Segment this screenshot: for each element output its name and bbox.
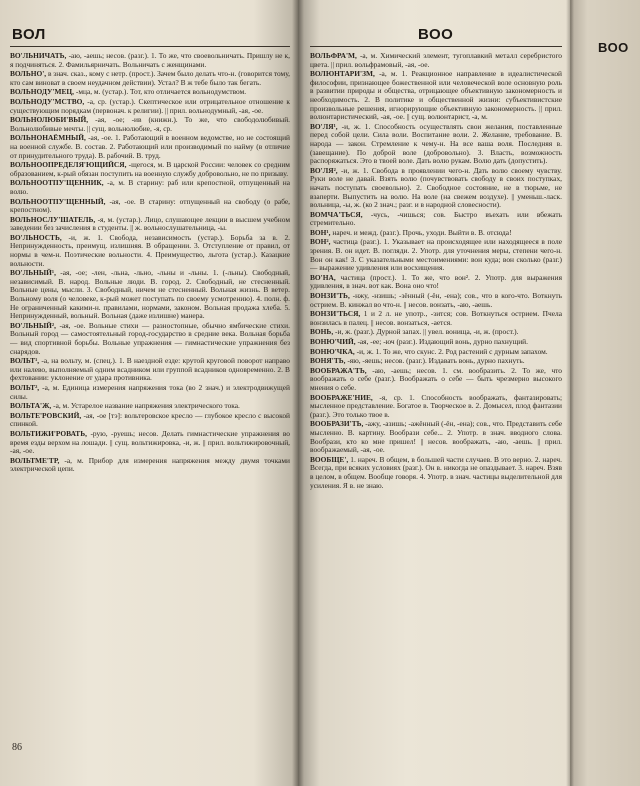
dictionary-entry (10, 412, 290, 429)
entry-headword: ВО'ЛЬНИЧАТЬ, (10, 52, 67, 60)
dictionary-entry (10, 322, 290, 356)
entry-definition: -а, на вольту, м. (спец.). 1. В наездной езде: крутой круговой поворот направо или налево, выполняемый одним всадником или группой всадников одновременно. 2. В фехтовании: уклонение от удара противника. (10, 356, 290, 383)
dictionary-entry (310, 310, 562, 327)
dictionary-entry (310, 367, 562, 393)
entry-headword: ВОЛЬТИЖИ'РОВАТЬ, (10, 428, 87, 438)
left-head-rule (10, 46, 290, 47)
entry-headword: ВОЛЬНОЛЮБИ'ВЫЙ, (10, 115, 89, 125)
entry-headword: ВОЛЬФРА'М, (310, 52, 357, 60)
entry-headword: ВОЛЬТ², (10, 382, 40, 392)
dictionary-entry (310, 328, 562, 337)
entry-headword: ВОЛЬНОДУ'МСТВО, (10, 96, 85, 106)
dictionary-entry (310, 70, 562, 122)
dictionary-entry (10, 430, 290, 456)
entry-definition: -а, м. 1. Реакционное направление в идеалистической философии, признающее божественной или человеческой воле основную роль в развитии природы и общества, отрицающее объективную закономерность и необходимость. 2. В политике и общественной жизни: субъективистские произвольные решения, игнорирующие объективную закономерность. || прил. волюнтаристический, -ая, -ое. || сущ. волюнтарист, -а, м. (310, 69, 562, 122)
entry-headword: ВОНЮ'ЧИЙ, (310, 337, 356, 346)
entry-definition: -нжу, -нзишь; -зённый (-ён, -ена); сов., что в кого-что. Воткнуть острием. В. кинжал во что-н. || несов. вонзать, -аю, -аешь. (310, 291, 562, 309)
entry-definition: частица (разг.). 1. Указывает на происходящее или находящееся в поле зрения. В. он идет. В. погляди. 2. Употр. для уточнения меры, степени чего-н. Вон он как! 3. С указательными местоимениями: вон куда; вон сколько (разг.) — выражение удивления или восхищения. (310, 237, 562, 273)
entry-headword: ВООБРАЖЕ'НИЕ, (310, 392, 373, 402)
dictionary-entry (10, 216, 290, 233)
dictionary-entry (10, 384, 290, 401)
dictionary-entry (310, 229, 562, 238)
dictionary-entry (310, 211, 562, 228)
dictionary-entry (10, 116, 290, 133)
entry-headword: ВОЛЮНТАРИ'ЗМ, (310, 69, 375, 79)
dictionary-entry (310, 123, 562, 166)
dictionary-entry (10, 457, 290, 474)
right-column (310, 52, 562, 752)
entry-definition: -ажу, -азишь; -ажённый (-ён, -ена); сов., что. Представить себе мысленно. В. картину. Вообрази себе... 2. Употр. в знач. вводного слова. Вообрази, кто ко мне пришел! || несов. воображать, -аю, -аешь. || прил. воображаемый, -ая, -ое. (310, 419, 562, 455)
entry-definition: -аю, -аешь; несов. (разг.). 1. То же, что своевольничать. Пришлу не к, я подчиняться. 2. Фамильярничать. Вольничать с женщинами. (10, 52, 290, 69)
entry-headword: ВО'ЛЬНЫЙ², (10, 320, 56, 330)
dictionary-entry (310, 292, 562, 309)
dictionary-entry (310, 274, 562, 291)
page-number: 86 (12, 742, 22, 753)
right-page (298, 0, 570, 786)
entry-definition: -и, ж. 1. Свобода в проявлении чего-н. Дать волю своему чувству. Руки воле не давай. Взять волю (почувствовать свободу в своих поступках, начать поступать своевольно). 2. Свободное состояние, не в тюрьме, не взаперти. Выпустить на волю. На воле (на свежем воздухе). || уменьш.-ласк. вольница, -ы, ж. (ко 2 знач.; разг. и в народной словесности). (310, 165, 562, 210)
entry-headword: ВОЛЬНООПРЕДЕЛЯ'ЮЩИЙСЯ, (10, 160, 127, 170)
dictionary-entry (10, 234, 290, 268)
entry-definition: -и, ж. 1. То же, что скунс. 2. Род растений с дурным запахом. (356, 346, 548, 356)
right-page-shadow (566, 0, 574, 786)
dictionary-entry (10, 198, 290, 215)
entry-definition: -чусь, -чишься; сов. Быстро въехать или вбежать стремительно. (310, 209, 562, 228)
dictionary-entry (310, 394, 562, 420)
dictionary-entry (10, 402, 290, 411)
dictionary-entry (10, 161, 290, 178)
entry-headword: ВОН², (310, 237, 331, 247)
entry-headword: ВОНЯ'ТЬ, (310, 356, 346, 366)
entry-definition: -ая, -ое. 1. Работающий в военном ведомстве, но не состоящий на военной службе. В. состав. 2. Работающий или производимый по найму (в отличие от принудительного труда). В. рабочий. В. труд. (10, 133, 290, 160)
entry-headword: ВОЛЬТА'Ж, (10, 401, 52, 411)
entry-headword: ВО'ЛЬНОСТЬ, (10, 232, 62, 242)
entry-definition: -а, м. Единица измерения напряжения тока (во 2 знач.) и электродвижущей силы. (10, 382, 290, 401)
entry-headword: ВОН¹, (310, 227, 331, 237)
entry-headword: ВО'ЛЯ², (310, 165, 338, 175)
entry-headword: ВОЛЬНО', (10, 69, 47, 79)
book-gutter (292, 0, 304, 786)
entry-definition: -ая, -ое [тэ]: вольтеровское кресло — глубокое кресло с высокой спинкой. (10, 410, 290, 429)
entry-definition: -я, ср. 1. Способность воображать, фантазировать; мысленное представление. Богатое в. Творческое в. 2. Домысел, плод фантазии (разг.). Это только твое в. (310, 392, 562, 419)
dictionary-entry (310, 238, 562, 272)
entry-definition: в знач. сказ., кому с нетр. (прост.). Зачем было делать что-н. (говорится тому, кто сам виноват в своем неудачном действии). Устал? В ж тебе было так бегать. (10, 69, 290, 87)
entry-definition: -яю, -яешь; несов. (разг.). Издавать вонь, дурно пахнуть. (347, 356, 525, 366)
entry-definition: -ая, -ое; -ив (книжн.). То же, что свободолюбивый. Вольнолюбивые мечты. || сущ. вольнолюбие, -я, ср. (10, 115, 290, 133)
dictionary-entry (10, 88, 290, 97)
entry-definition: -и, ж. 1. Свобода, независимость (устар.). Борьба за в. 2. Непринужденность, преимущ. излишняя. В обращении. 3. Отступление от правил, от нормы в чем-н. Поэтические вольности. 4. Преимущество, льгота (устар.). Казацкие вольности. (10, 232, 290, 268)
entry-definition: 1 и 2 л. не употр., -зится; сов. Воткнуться острием. Пчела вонзилась в палец. || несов. вонзаться, -ается. (310, 309, 562, 327)
entry-definition: -и, ж. (разг.). Дурной запах. || увел. вонища, -и, ж. (прост.). (335, 327, 519, 337)
entry-definition: -ая, -ое. В старину: отпущенный на свободу (о рабе, крепостном). (10, 196, 290, 215)
entry-headword: ВО'ЛЯ¹, (310, 121, 338, 131)
entry-definition: -щегося, м. В царской России: человек со средним образованием, к-рый обязан поступить на военную службу добровольно, не по призыву. (10, 160, 290, 178)
entry-headword: ВОЛЬТ¹, (10, 356, 40, 366)
dictionary-entry (310, 338, 562, 347)
dictionary-entry (310, 420, 562, 454)
dictionary-entry (310, 348, 562, 357)
entry-definition: -ая, -ое. Вольные стихи — разностопные, обычно ямбические стихи. Вольный город — самостоятельный город-государство в средние века. Вольная борьба — вид спортивной борьбы. Вольные упражнения — гимнастические упражнения без снарядов. (10, 320, 290, 356)
entry-headword: ВОЛЬНОНАЁМНЫЙ, (10, 133, 86, 143)
entry-headword: ВООБЩЕ', (310, 454, 349, 464)
entry-headword: ВО'НА, (310, 272, 336, 282)
right-running-head: ВОО (418, 26, 454, 43)
entry-definition: -мца, м. (устар.). Тот, кто отличается вольнодумством. (75, 87, 247, 97)
entry-headword: ВОЛЬНОДУ'МЕЦ, (10, 87, 74, 97)
entry-headword: ВОНЗИ'ТЬСЯ, (310, 309, 361, 319)
dictionary-entry (10, 134, 290, 160)
dictionary-entry (310, 52, 562, 69)
entry-definition: -а, ср. (устар.). Скептическое или отрицательное отношение к существующим порядкам (первонач. к религии). || прил. вольнодумный, -ая, -ое. (10, 96, 290, 115)
entry-headword: ВОНЮ'ЧКА, (310, 346, 355, 356)
entry-definition: 1. нареч. В общем, в большей части случаев. В это верно. 2. нареч. Всегда, при всяких условиях (разг.). Он в. никогда не опаздывает. 3. нареч. Взяв в целом, в общем. Вообще говоря. 4. Употр. в знач. частицы выделительной для усиления. Я в. не знаю. (310, 454, 562, 490)
dictionary-entry (10, 179, 290, 196)
entry-definition: -аю, -аешь; несов. 1. см. вообразить. 2. То же, что воображать о себе (разг.). Воображать о себе — быть чрезмерно высокого мнения о себе. (310, 365, 562, 392)
entry-headword: ВОЛЬТМЕ'ТР, (10, 455, 60, 465)
dictionary-entry (10, 70, 290, 87)
left-running-head: ВОЛ (12, 26, 46, 43)
entry-definition: -рую, -руешь; несов. Делать гимнастические упражнения во время езды верхом на лошади. || сущ. вольтижировка, -и, ж. || прил. вольтижировочный, -ая, -ое. (10, 428, 290, 456)
entry-definition: -я, м. (устар.). Лицо, слушающее лекции в высшем учебном заведении без зачисления в студенты. || ж. вольнослушательница, -ы. (10, 214, 290, 233)
next-page-edge (570, 0, 640, 786)
entry-definition: -ая, -ее; -юч (разг.). Издающий вонь, дурно пахнущий. (357, 337, 528, 346)
entry-definition: -а, м. Устарелое название напряжения электрического тока. (53, 401, 240, 411)
entry-definition: -и, ж. 1. Способность осуществлять свои желания, поставленные перед собой цели. Сила воли. Воспитание воли. 2. Желание, требование. В. народа — закон. Стремление к чему-н. На все ваша воля. Последняя в. (завещание). По доброй воле (добровольно). 3. Власть, возможность распоряжаться. Это в твоей воле. Дать волю рукам. Волю дать (допустить). (310, 121, 562, 166)
entry-headword: ВОНЬ, (310, 327, 334, 337)
entry-headword: ВОЛЬНООТПУ'ЩЕННЫЙ, (10, 196, 106, 206)
dictionary-entry (10, 52, 290, 69)
entry-definition: -а, м. Прибор для измерения напряжения между двумя точками электрической цепи. (10, 455, 290, 474)
edge-column-fragment (576, 70, 636, 770)
right-head-rule (310, 46, 562, 47)
entry-headword: ВОЛЬНООТПУ'ЩЕННИК, (10, 178, 104, 188)
edge-running-head: ВОО (598, 40, 629, 55)
dictionary-entry (310, 167, 562, 210)
entry-headword: ВО'ЛЬНЫЙ¹, (10, 268, 56, 278)
dictionary-entry (310, 456, 562, 490)
entry-headword: ВОЛЬТЕ'РОВСКИЙ, (10, 410, 82, 420)
entry-definition: частица (прост.). 1. То же, что вон². 2. Употр. для выражения удивления, в знач. вот как. Вона оно что! (310, 272, 562, 291)
dictionary-entry (10, 98, 290, 115)
entry-headword: ВОМЧА'ТЬСЯ, (310, 209, 363, 219)
dictionary-entry (310, 357, 562, 366)
entry-headword: ВООБРАЗИ'ТЬ, (310, 419, 364, 429)
entry-definition: -а, м. Химический элемент, тугоплавкий металл серебристого цвета. || прил. вольфрамовый, -ая, -ое. (310, 52, 562, 69)
entry-headword: ВОЛЬНОСЛУ'ШАТЕЛЬ, (10, 214, 96, 224)
entry-definition: нареч. и межд. (разг.). Прочь, уходи. Выйти в. В. отсюда! (332, 227, 512, 237)
entry-definition: -ая, -ое; -лен, -льна, -льно, -льны и -льны. 1. (-льны). Свободный, независимый. В. народ. Вольные люди. В. город. 2. Свободный, не стесненный. Вольные цены, мысли. 3. Свободный, ничем не стесненный. Вольная жизнь. В ветер. Вольному воля (о человеке, к-рый может поступать по своему усмотрению). 4. полн. ф. Не ограниченный какими-н. правилами, нормами, законом. Вольная продажа хлеба. 5. Непринужденный, вольный. Вольная (даже излишне) манера. (10, 268, 290, 321)
left-column (10, 52, 290, 724)
left-page (0, 0, 298, 786)
entry-headword: ВООБРАЖА'ТЬ, (310, 365, 367, 375)
entry-definition: -а, м. В старину: раб или крепостной, отпущенный на волю. (10, 178, 290, 196)
dictionary-entry (10, 357, 290, 383)
entry-headword: ВОНЗИ'ТЬ, (310, 291, 350, 301)
dictionary-entry (10, 269, 290, 321)
